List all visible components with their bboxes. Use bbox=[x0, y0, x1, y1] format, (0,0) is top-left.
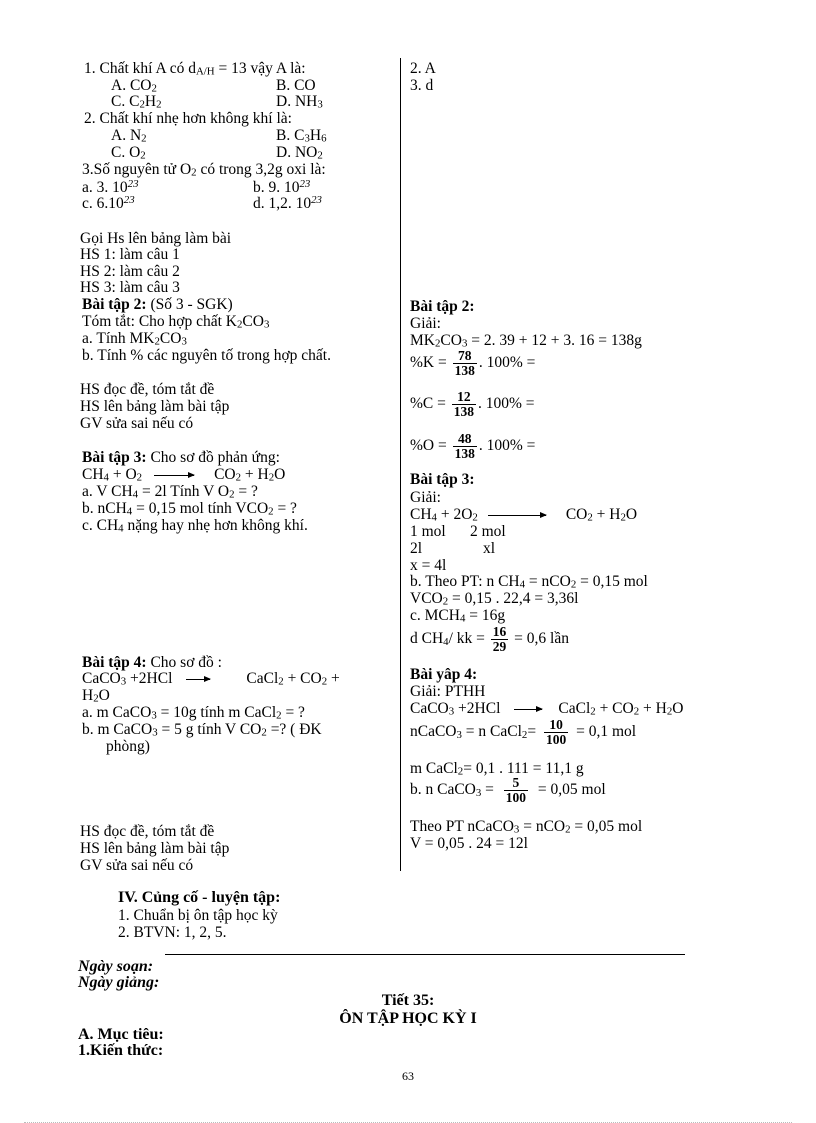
bt4-mol-calc: nCaCO$_3$ = n CaCl$_2$= $\frac{10}{100}$ = 0,1 mol bbox=[410, 717, 637, 748]
bt2-solution-heading: Bài tập 2: bbox=[410, 298, 475, 315]
separator-line bbox=[165, 954, 685, 955]
bt4-volume: V = 0,05 . 24 = 12l bbox=[410, 835, 528, 852]
section-iv-item: 2. BTVN: 1, 2, 5. bbox=[118, 924, 227, 941]
reaction-arrow-icon bbox=[186, 679, 210, 680]
bt4-part-a: a. m CaCO$_3$ = 10g tính m CaCl$_2$ = ? bbox=[82, 704, 305, 722]
q2-option-a: A. $N_2$ bbox=[111, 127, 147, 145]
reaction-arrow-icon bbox=[514, 709, 542, 710]
bt2-giai: Giải: bbox=[410, 315, 441, 332]
objectives-heading: A. Mục tiêu: bbox=[78, 1026, 164, 1043]
answer-line: 3. d bbox=[410, 77, 434, 94]
q2-option-d: D. $NO_2$ bbox=[276, 144, 323, 162]
section-iv-item: 1. Chuẩn bị ôn tập học kỳ bbox=[118, 907, 278, 924]
q1-option-d: D. $NH_3$ bbox=[276, 93, 323, 111]
q3-option-c: c. 6.10$^{23}$ bbox=[82, 194, 135, 212]
call-students-line: HS 1: làm câu 1 bbox=[80, 246, 180, 263]
bt3-part-a: a. V $CH_4 = 2l$ Tính V $O_2$ = ? bbox=[82, 483, 258, 501]
column-divider bbox=[400, 58, 401, 871]
q1-option-c: C. $C_2H_2$ bbox=[111, 93, 162, 111]
bt4-equation: CaCO$_3$ +2HCl CaCl$_2$ + $CO_2$ + bbox=[82, 670, 340, 688]
fraction: $\frac{16}{29}$ bbox=[492, 624, 507, 655]
q3-option-b: b. 9. $10^{23}$ bbox=[253, 178, 311, 196]
knowledge-heading: 1.Kiến thức: bbox=[78, 1042, 164, 1059]
page-number: 63 bbox=[402, 1069, 414, 1083]
bt3-part-b: b. Theo PT: n $CH_4 = nCO_2 = 0,15$ mol bbox=[410, 573, 648, 591]
q1-option-a: A. $CO_2$ bbox=[111, 77, 157, 95]
teacher-note: GV sửa sai nếu có bbox=[80, 415, 194, 432]
ngay-soan-label: Ngày soạn: bbox=[78, 958, 154, 975]
bt4-giai: Giải: PTHH bbox=[410, 683, 486, 700]
fraction: $\frac{78}{138}$ bbox=[454, 348, 475, 379]
fraction: $\frac{12}{138}$ bbox=[453, 389, 474, 420]
q2-option-c: C. $O_2$ bbox=[111, 144, 146, 162]
bt2-heading: Bài tập 2: (Số 3 - SGK) bbox=[82, 296, 233, 313]
q2-option-b: B. $C_3H_6$ bbox=[276, 127, 327, 145]
bt3-equation: $CH_4 + O_2$ $CO_2 + H_2O$ bbox=[82, 466, 286, 484]
bt3-giai: Giải: bbox=[410, 489, 441, 506]
bt3-part-b: b. nCH$_4$ = 0,15 mol tính $VCO_2$ = ? bbox=[82, 500, 297, 518]
reaction-arrow-icon bbox=[154, 475, 194, 476]
q3-stem: 3.Số nguyên tử $O_2$ có trong 3,2g oxi là: bbox=[82, 161, 326, 179]
bt2-summary: Tóm tắt: Cho hợp chất $K_2CO_3$ bbox=[82, 313, 270, 331]
bt3-mol-1: 1 mol bbox=[410, 523, 446, 540]
q3-option-a: a. 3. $10^{23}$ bbox=[82, 178, 139, 196]
call-students-line: HS 3: làm câu 3 bbox=[80, 279, 180, 296]
teacher-note: HS đọc đề, tóm tắt đề bbox=[80, 381, 215, 398]
bt3-equation: $CH_4 + 2O_2$ $CO_2 + H_2O$ bbox=[410, 506, 638, 524]
bt4-mass-calc: m CaCl$_2$= 0,1 . 111 = 11,1 g bbox=[410, 760, 584, 778]
lesson-number: Tiết 35: bbox=[381, 992, 435, 1009]
fraction: $\frac{10}{100}$ bbox=[545, 717, 567, 748]
q1-stem: 1. Chất khí A có $d_{A/H} = 13$ vậy A là: bbox=[84, 60, 306, 78]
ngay-giang-label: Ngày giảng: bbox=[78, 974, 160, 991]
bt2-part-a: a. Tính $MK_2CO_3$ bbox=[82, 330, 187, 348]
bt3-vol-1: 2l bbox=[410, 540, 423, 557]
bt4-equation: CaCO$_3$ +2HCl CaCl$_2$ + $CO_2 + H_2O$ bbox=[410, 700, 684, 718]
answer-line: 2. A bbox=[410, 60, 436, 77]
bt2-molar-mass: $MK_2CO_3 = 2$. 39 + 12 + 3. 16 = 138g bbox=[410, 332, 642, 350]
bt3-part-c: c. $CH_4$ nặng hay nhẹ hơn không khí. bbox=[82, 517, 308, 535]
fraction: $\frac{48}{138}$ bbox=[454, 431, 475, 462]
fraction: $\frac{5}{100}$ bbox=[505, 775, 527, 806]
bt4-equation-cont: $H_2O$ bbox=[82, 687, 110, 705]
call-students-line: Gọi Hs lên bảng làm bài bbox=[80, 230, 232, 247]
bt4-part-b: b. n CaCO$_3$ = $\frac{5}{100}$ = 0,05 mol bbox=[410, 775, 606, 806]
lesson-title: ÔN TẬP HỌC KỲ I bbox=[339, 1010, 477, 1027]
bt2-part-b: b. Tính % các nguyên tố trong hợp chất. bbox=[82, 347, 331, 364]
q2-stem: 2. Chất khí nhẹ hơn không khí là: bbox=[84, 110, 292, 127]
q3-option-d: d. 1,2. $10^{23}$ bbox=[253, 194, 322, 212]
bt3-x-result: x = 4l bbox=[410, 557, 447, 574]
bt4-part-b-cont: phòng) bbox=[106, 738, 150, 755]
bt4-theo-pt: Theo PT nCaCO$_3$ = nCO$_2$ = 0,05 mol bbox=[410, 818, 643, 836]
bt3-mol-2: 2 mol bbox=[470, 523, 506, 540]
teacher-note: HS lên bảng làm bài tập bbox=[80, 840, 230, 857]
bt2-percent-o: %O = $\frac{48}{138}$ . 100% = bbox=[410, 431, 536, 462]
bt3-volume: $VCO_2 = 0,15$ . 22,4 = 3,36l bbox=[410, 590, 579, 608]
teacher-note: HS đọc đề, tóm tắt đề bbox=[80, 823, 215, 840]
section-iv-heading: IV. Củng cố - luyện tập: bbox=[118, 889, 281, 906]
bt4-part-b: b. m CaCO$_3$ = 5 g tính V $CO_2$ =? ( ĐK bbox=[82, 721, 322, 739]
reaction-arrow-icon bbox=[488, 515, 546, 516]
bt3-heading: Bài tập 3: Cho sơ đồ phản ứng: bbox=[82, 449, 280, 466]
bt3-solution-heading: Bài tập 3: bbox=[410, 471, 475, 488]
bt2-percent-c: %C = $\frac{12}{138}$ . 100% = bbox=[410, 389, 535, 420]
bt3-vol-2: xl bbox=[483, 540, 496, 557]
bt4-solution-heading: Bài yâp 4: bbox=[410, 666, 478, 683]
bt4-heading: Bài tập 4: Cho sơ đồ : bbox=[82, 654, 222, 671]
teacher-note: HS lên bảng làm bài tập bbox=[80, 398, 230, 415]
call-students-line: HS 2: làm câu 2 bbox=[80, 263, 180, 280]
bt3-part-d: d $CH_4/$ kk = $\frac{16}{29}$ = 0,6 lần bbox=[410, 624, 569, 655]
q1-option-b: B. CO bbox=[276, 77, 316, 94]
bt2-percent-k: %K = $\frac{78}{138}$ . 100% = bbox=[410, 348, 536, 379]
bt3-part-c: c. $MCH_4 = 16g$ bbox=[410, 607, 506, 625]
teacher-note: GV sửa sai nếu có bbox=[80, 857, 194, 874]
